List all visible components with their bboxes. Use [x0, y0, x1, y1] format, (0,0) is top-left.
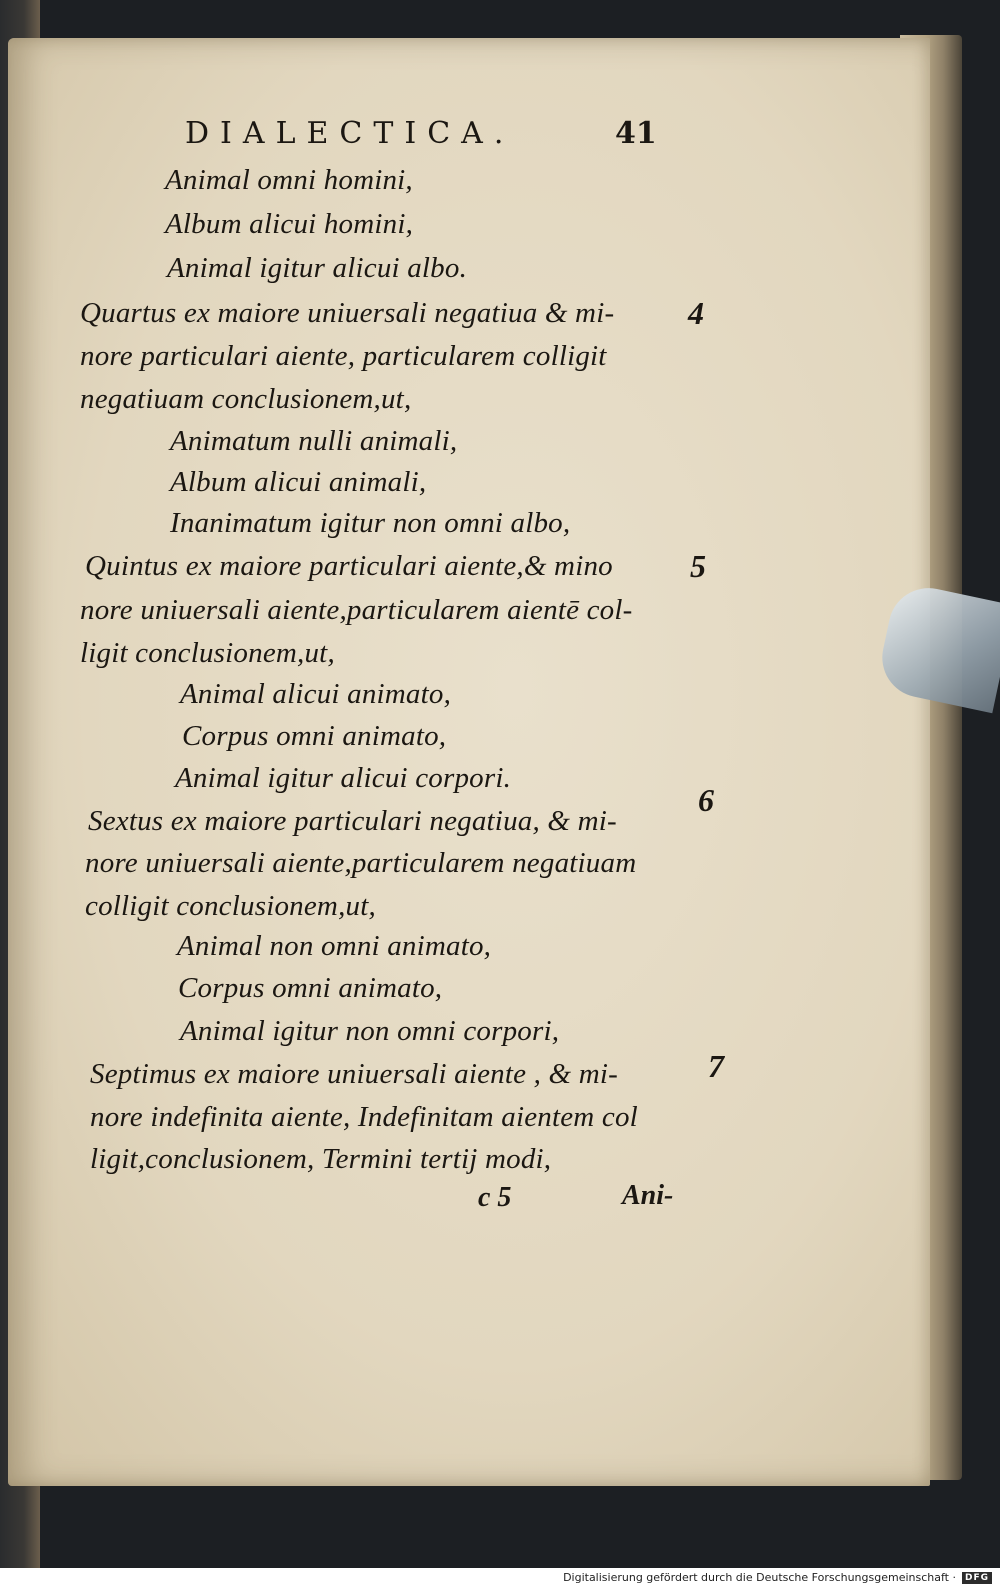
text-line: Animal igitur alicui corpori. [175, 762, 512, 794]
text-line: negatiuam conclusionem,ut, [80, 383, 412, 415]
running-head: DIALECTICA. [185, 116, 515, 151]
text-line: Animatum nulli animali, [170, 425, 458, 457]
text-line: Septimus ex maiore uniuersali aiente , & mi- [90, 1058, 619, 1090]
text-line: nore uniuersali aiente,particularem aientē col- [80, 594, 633, 626]
text-line: Corpus omni animato, [182, 720, 447, 752]
text-line: nore particulari aiente, particularem colligit [80, 340, 607, 372]
margin-number: 7 [708, 1048, 724, 1084]
dfg-logo-icon: DFG [962, 1572, 992, 1584]
text-line: Quartus ex maiore uniuersali negatiua & mi- [80, 297, 615, 329]
credit-text: Digitalisierung gefördert durch die Deutsche Forschungsgemeinschaft · [563, 1571, 956, 1584]
text-line: nore uniuersali aiente,particularem negatiuam [85, 847, 637, 879]
text-line: Album alicui homini, [165, 208, 414, 240]
margin-number: 6 [698, 782, 714, 818]
text-line: Animal omni homini, [165, 164, 413, 196]
text-line: colligit conclusionem,ut, [85, 890, 376, 922]
text-line: nore indefinita aiente, Indefinitam aientem col [90, 1101, 638, 1133]
catchword: Ani- [622, 1180, 674, 1211]
credit-bar [0, 1568, 1000, 1587]
text-line: ligit,conclusionem, Termini tertij modi, [90, 1143, 552, 1175]
text-line: ligit conclusionem,ut, [80, 637, 335, 669]
text-line: Animal igitur alicui albo. [167, 252, 468, 284]
page-number: 41 [615, 116, 657, 151]
text-line: Quintus ex maiore particulari aiente,& mino [85, 550, 613, 582]
margin-number: 5 [690, 548, 706, 584]
text-line: Corpus omni animato, [178, 972, 443, 1004]
text-line: Sextus ex maiore particulari negatiua, & mi- [88, 805, 617, 837]
page-header [185, 116, 705, 162]
margin-number: 4 [688, 295, 704, 331]
signature-mark: c 5 [478, 1182, 512, 1213]
text-line: Animal igitur non omni corpori, [180, 1015, 560, 1047]
text-line: Animal non omni animato, [177, 930, 492, 962]
text-line: Animal alicui animato, [180, 678, 452, 710]
text-line: Album alicui animali, [170, 466, 427, 498]
text-line: Inanimatum igitur non omni albo, [170, 507, 571, 539]
